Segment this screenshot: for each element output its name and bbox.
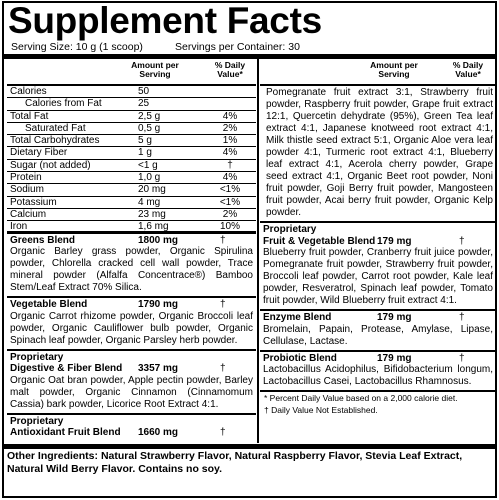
nutrient-dv: † (227, 159, 233, 171)
nutrient-dv: 2% (222, 208, 238, 220)
nutrient-name: Calcium (10, 208, 47, 220)
dv-header: % Daily Value* (214, 60, 246, 79)
nutrient-amount: 1,0 g (138, 172, 161, 184)
dv-header: % Daily Value* (452, 60, 484, 79)
nutrient-table (7, 86, 256, 234)
blend-ingredients: Organic Carrot rhizome powder, Organic Broccoli leaf powder, Organic Cauliflower bulb powder, Organic Spinach leaf powder, Organic Parsley herb powder. (10, 310, 253, 346)
nutrient-dv: 4% (222, 110, 238, 122)
footnote-not-established: † Daily Value Not Established. (264, 405, 378, 415)
nutrient-row (7, 111, 256, 123)
antioxidant-blend-continued: Pomegranate fruit extract 3:1, Strawberry fruit powder, Raspberry fruit powder, Grape fruit extract 12:1, Quercetin dehydrate (95%), Green Tea leaf extract 4:1, Japanese knotweed root extract 4:1, Milk thistle seed extract 5:1, Organic Aloe vera leaf powder 4:1, Turmeric root extract 4:1, Blueberry leaf extract 4:1, Acerola cherry powder, Grape seed extract 4:1, Organic Beet root powder, Noni fruit powder, Goji Berry fruit powder, Mangosteen fruit powder, Acai berry fruit powder, Organic Kelp powder. (260, 86, 496, 223)
nutrient-row (7, 197, 256, 209)
blend-name: Greens Blend (10, 234, 76, 246)
blend-section (260, 223, 496, 311)
footnote-dv: * Percent Daily Value based on a 2,000 calorie diet. (264, 393, 458, 403)
servings-per-container: Servings per Container: 30 (175, 41, 300, 53)
column-divider (257, 59, 259, 443)
blend-header (10, 352, 253, 375)
nutrient-dv: 10% (219, 221, 240, 233)
blend-header (10, 416, 253, 439)
nutrient-amount: 1 g (138, 147, 152, 159)
nutrient-name: Potassium (10, 196, 57, 208)
nutrient-amount: 5 g (138, 135, 152, 147)
other-ingredients-text: Natural Strawberry Flavor, Natural Raspberry Flavor, Stevia Leaf Extract, Natural Wild Berry Flavor. Contains no soy. (7, 450, 463, 475)
nutrient-row (7, 86, 256, 98)
nutrient-name: Iron (10, 221, 28, 233)
nutrient-row (7, 98, 256, 110)
blend-dv: † (220, 427, 226, 439)
blend-dv: † (220, 299, 226, 311)
blend-section (260, 352, 496, 393)
nutrient-amount: 0,5 g (138, 122, 161, 134)
right-column (260, 59, 496, 416)
blend-section (7, 298, 256, 351)
nutrient-name: Dietary Fiber (10, 147, 68, 159)
nutrient-amount: 1,6 mg (138, 221, 169, 233)
nutrient-name: Calories (10, 86, 47, 97)
nutrient-name: Sugar (not added) (10, 159, 91, 171)
other-ingredients (4, 444, 495, 475)
nutrient-amount: 2,5 g (138, 110, 161, 122)
blend-section (7, 415, 256, 441)
nutrient-name: Sodium (10, 184, 44, 196)
blend-amount: 1660 mg (138, 427, 179, 439)
blend-amount: 179 mg (377, 312, 412, 323)
nutrient-dv: 2% (222, 122, 238, 134)
blend-dv: † (459, 235, 465, 247)
blend-header (263, 312, 493, 324)
nutrient-row (7, 221, 256, 233)
supplement-facts-panel (2, 1, 497, 498)
nutrient-row (7, 123, 256, 135)
blend-amount: 3357 mg (138, 363, 179, 375)
nutrient-amount: 4 mg (138, 196, 161, 208)
left-blends (7, 234, 256, 441)
blend-header (263, 353, 493, 365)
blend-header (10, 235, 253, 247)
nutrient-dv: <1% (219, 196, 241, 208)
blend-name: Proprietary Antioxidant Fruit Blend (10, 415, 121, 439)
right-blends (260, 223, 496, 392)
blend-amount: 179 mg (377, 352, 412, 364)
blend-header (10, 299, 253, 311)
left-column (7, 59, 256, 441)
blend-name: Vegetable Blend (10, 299, 88, 311)
nutrient-amount: 25 (138, 98, 150, 110)
blend-ingredients: Organic Oat bran powder, Apple pectin powder, Barley malt powder, Organic Cinnamon (Cinnamomum Cassia) bark powder, Licorice Root Extract 4:1. (10, 374, 253, 410)
blend-dv: † (459, 352, 465, 364)
nutrient-dv: 1% (222, 135, 238, 147)
blend-name: Proprietary Digestive & Fiber Blend (10, 351, 123, 375)
blend-header (263, 224, 493, 247)
blend-ingredients: Lactobacillus Acidophilus, Bifidobacterium longum, Lactobacillus Casei, Lactobacillus Rhamnosus. (263, 364, 493, 387)
nutrient-amount: 20 mg (138, 184, 166, 196)
nutrient-dv: <1% (219, 184, 241, 196)
blend-name: Proprietary Fruit & Vegetable Blend (263, 224, 376, 247)
blend-name: Probiotic Blend (263, 352, 337, 364)
amount-header: Amount per Serving (131, 60, 179, 79)
nutrient-name: Calories from Fat (25, 98, 102, 110)
nutrient-name: Saturated Fat (25, 122, 86, 134)
right-column-header (260, 59, 496, 86)
nutrient-dv: 4% (222, 147, 238, 159)
blend-ingredients: Bromelain, Papain, Protease, Amylase, Lipase, Cellulase, Lactase. (263, 323, 493, 347)
nutrient-row (7, 135, 256, 147)
nutrient-row (7, 209, 256, 221)
other-ingredients-label: Other Ingredients: (7, 450, 99, 462)
blend-section (260, 311, 496, 352)
blend-dv: † (220, 234, 226, 246)
nutrient-row (7, 147, 256, 159)
blend-dv: † (459, 312, 465, 323)
nutrient-name: Total Fat (10, 110, 49, 122)
nutrient-name: Protein (10, 172, 42, 184)
left-column-header (7, 59, 256, 86)
nutrient-name: Total Carbohydrates (10, 135, 100, 147)
nutrient-row (7, 160, 256, 172)
blend-ingredients: Blueberry fruit powder, Cranberry fruit juice powder, Pomegranate fruit powder, Strawberry fruit powder, Broccoli leaf powder, Carrot root powder, Kale leaf powder, Resveratrol, Spinach leaf powder, Tomato fruit powder, Wild Blueberry fruit extract 4:1. (263, 247, 493, 306)
nutrient-row (7, 172, 256, 184)
blend-dv: † (220, 363, 226, 375)
blend-amount: 1800 mg (138, 234, 179, 246)
panel-title: Supplement Facts (8, 0, 322, 41)
nutrient-dv: 4% (222, 172, 238, 184)
amount-header: Amount per Serving (370, 60, 418, 79)
blend-amount: 179 mg (377, 235, 412, 247)
blend-section (7, 351, 256, 415)
blend-amount: 1790 mg (138, 299, 179, 311)
blend-ingredients: Organic Barley grass powder, Organic Spirulina powder, Chlorella cracked cell wall powder, Trace mineral powder (Alfalfa Concentrace®) Bamboo Stem/Leaf Extract 70% Silica. (10, 246, 253, 294)
nutrient-amount: 23 mg (138, 208, 166, 220)
blend-name: Enzyme Blend (263, 312, 332, 323)
serving-size: Serving Size: 10 g (1 scoop) (11, 41, 143, 53)
blend-section (7, 234, 256, 299)
nutrient-amount: <1 g (138, 159, 158, 171)
nutrient-amount: 50 (138, 86, 150, 97)
nutrient-row (7, 184, 256, 196)
